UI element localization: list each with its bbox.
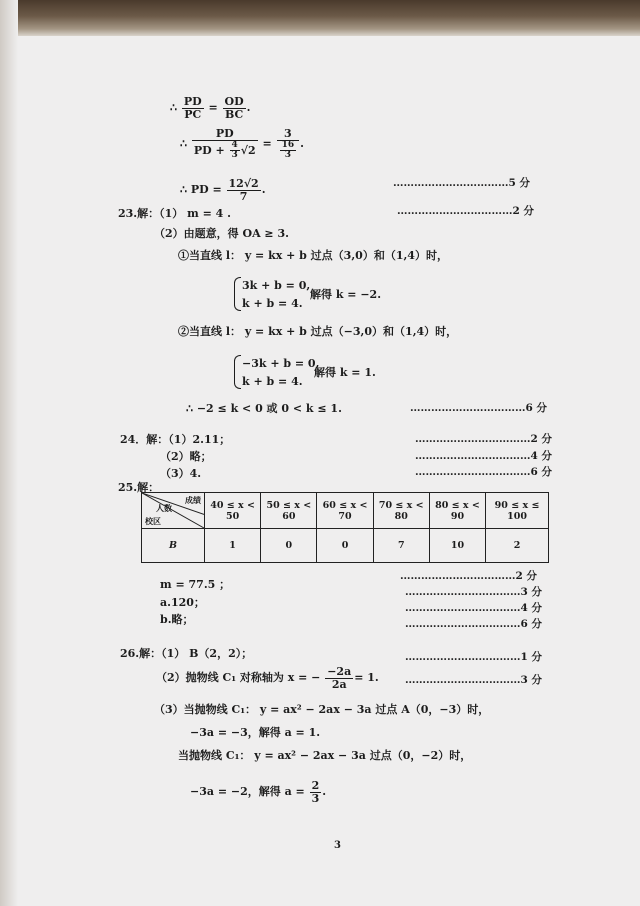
score-4-leader: ……………………………4 分: [405, 602, 542, 614]
q22-line2: ∴ PD PD + $\frac{4}{3}$ √2 = $\frac{3}{\frac{16}{3}}$ .: [180, 127, 304, 160]
system1-brace: [234, 277, 241, 311]
table-diagonal-header: [142, 493, 205, 529]
system2-brace: [234, 355, 241, 389]
q25-label: 25.解：: [118, 481, 160, 494]
q23-case1: ①当直线 l： y = kx + b 过点（3,0）和（1,4）时，: [178, 249, 448, 262]
scan-edge-left: [0, 0, 18, 906]
score-5-leader: ……………………………5 分: [393, 177, 530, 189]
score-6-leader: ……………………………6 分: [405, 618, 542, 630]
table-header-row: [142, 493, 549, 529]
q22-line3: ∴ PD = $\frac{12√2}{7}$ .: [180, 177, 266, 203]
system2-eq2: k + b = 4.: [242, 375, 303, 388]
q26-line3: （3）当抛物线 C₁： y = ax² − 2ax − 3a 过点 A（0，−3）时，: [154, 703, 490, 716]
system1-solution: 解得 k = −2.: [310, 288, 382, 301]
table-cell: 1: [205, 529, 261, 563]
table-header-cell: 90 ≤ x ≤ 100: [486, 493, 549, 529]
q26-line2: （2）抛物线 C₁ 对称轴为 x = − $\frac{-2a}{2a}$ = 1.: [156, 665, 379, 691]
table-cell: 10: [429, 529, 485, 563]
table-cell: 7: [373, 529, 429, 563]
table-header-cell: 40 ≤ x < 50: [205, 493, 261, 529]
table-cell: 2: [486, 529, 549, 563]
q24-line1: 24．解：（1）2.11；: [120, 433, 231, 446]
system1-eq2: k + b = 4.: [242, 297, 303, 310]
system2-eq1: −3k + b = 0,: [242, 357, 320, 370]
diag-bottom-label: 校区: [145, 516, 161, 526]
q26-line5: 当抛物线 C₁： y = ax² − 2ax − 3a 过点（0，−2）时，: [178, 749, 472, 762]
q24-line2: （2）略；: [160, 450, 212, 463]
q26-line6: −3a = −2，解得 a = $\frac{2}{3}$ .: [190, 779, 327, 805]
q23-head: 23.解：（1） m = 4 .: [118, 207, 231, 220]
q23-part2: （2）由题意，得 OA ≥ 3.: [154, 227, 289, 240]
system1-eq1: 3k + b = 0,: [242, 279, 311, 292]
score-2-leader: ……………………………2 分: [415, 433, 552, 445]
table-row: [142, 529, 549, 563]
score-6-leader: ……………………………6 分: [410, 402, 547, 414]
q22-line1: ∴ $\frac{PD}{PC}$ = $\frac{OD}{BC}$ .: [170, 95, 251, 121]
page-number: 3: [334, 840, 341, 851]
score-distribution-table: [141, 492, 549, 563]
table-cell: 0: [261, 529, 317, 563]
system2-solution: 解得 k = 1.: [314, 366, 376, 379]
score-2-leader: ……………………………2 分: [400, 570, 537, 582]
q23-conclusion: ∴ −2 ≤ k < 0 或 0 < k ≤ 1.: [186, 402, 342, 415]
q24-line3: （3）4.: [160, 467, 202, 480]
diag-mid-label: 人数: [156, 503, 172, 513]
table-header-cell: 80 ≤ x < 90: [429, 493, 485, 529]
score-6-leader: ……………………………6 分: [415, 466, 552, 478]
q26-line4: −3a = −3，解得 a = 1.: [190, 726, 321, 739]
table-header-cell: 60 ≤ x < 70: [317, 493, 373, 529]
score-4-leader: ……………………………4 分: [415, 450, 552, 462]
score-2-leader: ……………………………2 分: [397, 205, 534, 217]
table-header-cell: 50 ≤ x < 60: [261, 493, 317, 529]
table-header-cell: 70 ≤ x < 80: [373, 493, 429, 529]
scan-edge-top: [0, 0, 640, 36]
table-row-label: B: [142, 529, 205, 563]
table-cell: 0: [317, 529, 373, 563]
q25-b-value: b.略；: [160, 613, 194, 626]
q25-a-value: a.120；: [160, 596, 205, 609]
score-3-leader: ……………………………3 分: [405, 674, 542, 686]
q23-case2: ②当直线 l： y = kx + b 过点（−3,0）和（1,4）时，: [178, 325, 458, 338]
q25-m-value: m = 77.5 ；: [160, 578, 231, 591]
score-3-leader: ……………………………3 分: [405, 586, 542, 598]
diag-top-label: 成绩: [185, 495, 201, 505]
score-1-leader: ……………………………1 分: [405, 651, 542, 663]
q26-line1: 26.解：（1） B（2，2）；: [120, 647, 253, 660]
